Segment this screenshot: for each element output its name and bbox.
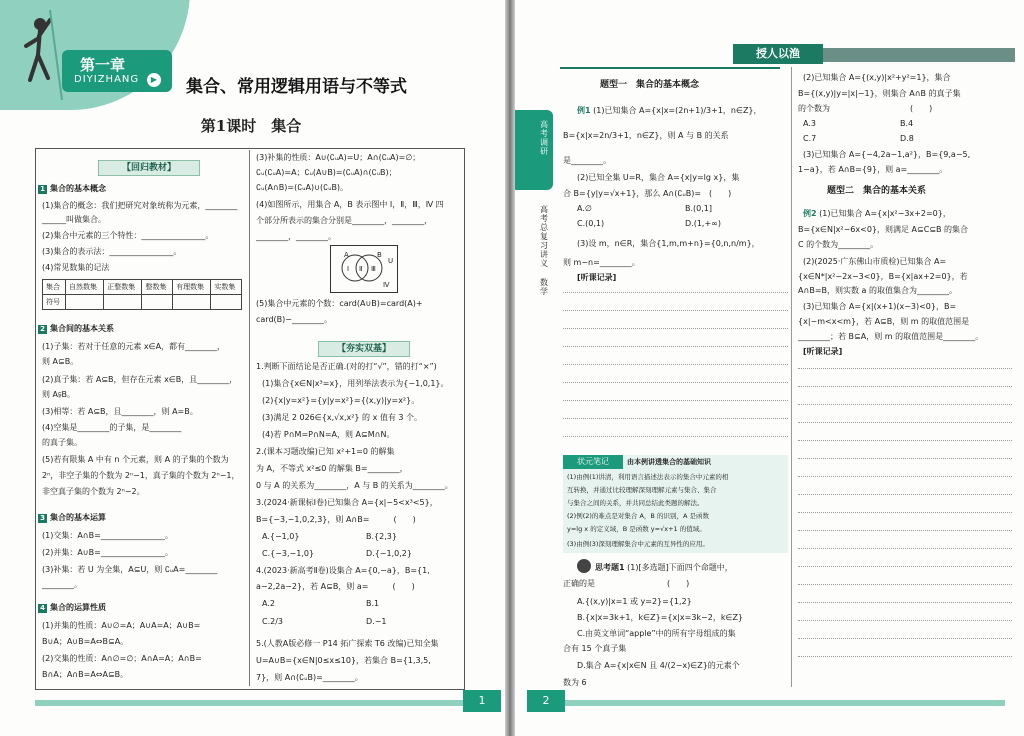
footer-bar — [565, 700, 1005, 706]
column-divider — [791, 67, 792, 687]
section-title: 集合的基本概念 — [50, 184, 106, 193]
section-number: 1 — [38, 185, 47, 194]
text-line: (3)集合的表示法：________________。 — [42, 247, 182, 256]
rule-line — [798, 422, 1012, 423]
rule-line — [798, 656, 1012, 657]
text-line: (4)常见数集的记法 — [42, 263, 110, 272]
text-line: (3)相等：若 A⊆B，且________，则 A=B。 — [42, 407, 198, 416]
header-label: 授人以渔 — [733, 44, 823, 64]
text-line: (3)已知集合 A={x|(x+1)(x−3)<0}，B= — [803, 302, 957, 311]
rule-line — [798, 602, 1012, 603]
rule-line — [563, 400, 788, 401]
rule-line — [563, 346, 788, 347]
section-title: 集合的运算性质 — [50, 603, 106, 612]
venn-label-a: A — [344, 251, 349, 259]
option-c: C.(0,1) — [577, 219, 605, 228]
section-title: 集合间的基本关系 — [50, 324, 114, 333]
rule-line — [798, 440, 1012, 441]
option-a: A.2 — [262, 599, 275, 608]
text-line: 的个数为 ( ) — [798, 104, 933, 113]
text-line: B={x|x=2n/3+1，n∈Z}，则 A 与 B 的关系 — [563, 131, 729, 140]
rule-line — [563, 292, 788, 293]
text-line: {x∈N*|x²−2x−3<0}，B={x|ax+2=0}，若 — [798, 272, 968, 281]
text-line: 正确的是 ( ) — [563, 579, 690, 588]
option-a: A.3 — [803, 119, 816, 128]
text-line: ________，________。 — [256, 232, 336, 241]
option-c: C.{−3,−1,0} — [262, 549, 315, 558]
section-heading — [38, 323, 114, 335]
rule-line — [798, 368, 1012, 369]
rule-line — [563, 382, 788, 383]
table-header: 自然数集 — [65, 280, 103, 295]
text-line: 3.(2024·新课标Ⅰ卷)已知集合 A={x|−5<x³<5}， — [256, 498, 438, 507]
example-tag: 例1 — [577, 106, 591, 115]
table-header: 集合 — [43, 280, 66, 295]
table-header-row — [43, 280, 242, 295]
rule-line — [798, 476, 1012, 477]
rule-line — [563, 436, 788, 437]
text-line: (5)集合中元素的个数：card(A∪B)=card(A)+ — [256, 299, 423, 308]
thinker-icon — [577, 559, 591, 573]
chapter-title: 集合、常用逻辑用语与不等式 — [186, 77, 407, 97]
text-line: 合有 15 个真子集 — [563, 644, 627, 653]
venn-region-2: Ⅱ — [359, 265, 363, 273]
section-number: 2 — [38, 325, 47, 334]
example-tag: 例2 — [803, 209, 817, 218]
text-line: (1)集合{x∈N|x³=x}，用列举法表示为{−1,0,1}。 — [262, 379, 449, 388]
text-line: (4)空集是________的子集，是________ — [42, 423, 182, 432]
option-d: D.8 — [900, 134, 914, 143]
listen-record-label: [听课记录] — [803, 347, 843, 356]
rule-line — [563, 364, 788, 365]
table-cell — [65, 295, 103, 310]
option-a: A.{−1,0} — [262, 532, 300, 541]
venn-region-4: Ⅳ — [383, 281, 390, 289]
lesson-title: 第1课时 集合 — [200, 117, 302, 135]
text-line: (3)补集：若 U 为全集，A⊆U，则 ∁ᵤA=________ — [42, 565, 218, 574]
text-line: 2ⁿ，非空子集的个数为 2ⁿ−1，真子集的个数为 2ⁿ−1， — [42, 471, 240, 480]
section-heading — [38, 512, 106, 524]
text-line: 1.判断下面结论是否正确.(对的打“√”，错的打“×”) — [256, 362, 437, 371]
venn-label-u: U — [388, 257, 394, 265]
text-line: (5)若有限集 A 中有 n 个元素，则 A 的子集的个数为 — [42, 455, 229, 464]
rule-line — [798, 386, 1012, 387]
text-line: (2)并集：A∪B=________________。 — [42, 548, 173, 557]
venn-label-b: B — [377, 251, 382, 259]
text-line: U=A∪B={x∈N|0≤x≤10}，若集合 B={1,3,5, — [256, 656, 431, 665]
option-c: C.2/3 — [262, 617, 284, 626]
text-line: ________。 — [42, 580, 82, 589]
text-line: (2){x|y=x²}={y|y=x²}={(x,y)|y=x²}。 — [262, 396, 420, 405]
text-line: (3)已知集合 A={−4,2a−1,a²}，B={9,a−5, — [803, 150, 971, 159]
text-line: ________；若 B⊆A，则 m 的取值范围是________。 — [798, 332, 984, 341]
text-line: 2.(课本习题改编)已知 x²+1=0 的解集 — [256, 447, 395, 456]
text-line: ∁ᵤ(∁ᵤA)=A；∁ᵤ(A∪B)=(∁ᵤA)∩(∁ᵤB)； — [256, 168, 397, 177]
text-line: ______叫做集合。 — [42, 215, 106, 224]
text-line: (1)并集的性质：A∪∅=A；A∪A=A；A∪B= — [42, 621, 201, 630]
text-line: (2)真子集：若 A⊆B，但存在元素 x∈B，且________， — [42, 375, 238, 384]
text-line: 合 B={y|y=√x+1}，那么 A∩(∁ᵤB)= ( ) — [563, 189, 732, 198]
option-b: B.1 — [366, 599, 380, 608]
text-line: card(B)−________。 — [256, 315, 332, 324]
page-number: 2 — [527, 690, 565, 712]
text-line: 5.(人教A版必修一 P14 拓广探索 T6 改编)已知全集 — [256, 639, 439, 648]
rule-line — [798, 548, 1012, 549]
column-divider — [249, 150, 250, 686]
side-label: 高考总复习讲义 — [540, 205, 548, 268]
rule-line — [563, 418, 788, 419]
question-label: 思考题1 — [595, 563, 625, 572]
book-gutter — [505, 0, 515, 736]
text-line: 1−a}，若 A∩B={9}，则 a=________。 — [798, 165, 948, 174]
text-line: 0 与 A 的关系为________，A 与 B 的关系为________。 — [256, 481, 453, 490]
practice-banner: 【夯实双基】 — [318, 341, 410, 357]
venn-region-3: Ⅲ — [371, 265, 376, 273]
chapter-pinyin: DIYIZHANG — [74, 74, 140, 85]
rule-line — [798, 494, 1012, 495]
rule-line — [798, 638, 1012, 639]
note-line: 互转换，并通过比较理解深刻理解元素与集合、集合 — [567, 486, 717, 494]
rule-line — [798, 512, 1012, 513]
text-line: (3)补集的性质：A∪(∁ᵤA)=U；A∩(∁ᵤA)=∅； — [256, 153, 421, 162]
option-b: B.4 — [900, 119, 914, 128]
table-row-label: 符号 — [43, 295, 66, 310]
section-heading — [38, 602, 106, 614]
text-line: 4.(2023·新高考Ⅱ卷)设集合 A={0,−a}，B={1, — [256, 566, 430, 575]
table-row — [43, 295, 242, 310]
example-line — [803, 208, 951, 219]
left-page — [0, 0, 505, 736]
text-line: 为 A，不等式 x²≤0 的解集 B=________， — [256, 464, 408, 473]
text-line: 的真子集。 — [42, 438, 82, 447]
text-line: B={(x,y)|y=|x|−1}，则集合 A∩B 的真子集 — [798, 89, 961, 98]
text-line: (1)子集：若对于任意的元素 x∈A，都有________， — [42, 342, 226, 351]
text-line: (1)集合的概念：我们把研究对象统称为元素，________ — [42, 201, 238, 210]
number-set-table — [42, 279, 242, 310]
text-line: 7}，则 A∩(∁ᵤB)=________。 — [256, 673, 363, 682]
side-subject: 数学 — [540, 278, 548, 296]
text-line: (2)集合中元素的三个特性：________________。 — [42, 231, 214, 240]
rule-line — [563, 328, 788, 329]
table-header: 正整数集 — [104, 280, 142, 295]
text-line: B∩A；A∩B=A⇔A⊆B。 — [42, 670, 129, 679]
review-banner: 【回归教材】 — [98, 160, 200, 176]
text-line: (2)已知集合 A={(x,y)|x²+y²=1}，集合 — [803, 73, 951, 82]
rule-line — [798, 458, 1012, 459]
footer-bar — [35, 700, 463, 706]
text-line: 则 A⫋B。 — [42, 390, 76, 399]
note-line: (1)由例(1)讲清，利用语言描述法表示的集合中元素的相 — [567, 473, 729, 481]
text-line: (1)已知集合 A={x|x=(2n+1)/3+1，n∈Z}， — [593, 106, 762, 115]
text-line: 则 m−n=________。 — [563, 258, 640, 267]
text-line: (3)满足 2 026∈{x,√x,x²} 的 x 值有 3 个。 — [262, 413, 423, 422]
text-line: a−2,2a−2}，若 A⊆B，则 a= ( ) — [256, 582, 415, 591]
text-line: (1)交集：A∩B=________________。 — [42, 531, 173, 540]
section-number: 4 — [38, 604, 47, 613]
note-lines — [798, 368, 1012, 674]
question-line — [595, 562, 733, 573]
rule-line — [798, 584, 1012, 585]
header-rule — [560, 67, 780, 69]
text-line: ∁ᵤ(A∩B)=(∁ᵤA)∪(∁ᵤB)。 — [256, 183, 349, 192]
chapter-label: 第一章 — [80, 56, 126, 74]
text-line: (1)[多选题]下面四个命题中， — [627, 563, 733, 572]
section-number: 3 — [38, 514, 47, 523]
section-heading — [38, 183, 106, 195]
text-line: {x|−m<x<m}，若 A⊆B，则 m 的取值范围是 — [798, 317, 970, 326]
note-line: (3)由例(3)深刻理解集合中元素的互异性的应用。 — [567, 540, 709, 548]
listen-record-label: [听课记录] — [577, 273, 617, 282]
table-cell — [173, 295, 211, 310]
table-cell — [211, 295, 242, 310]
text-line: B={x∈N|x²−6x<0}，则满足 A⊆C⊆B 的集合 — [798, 225, 969, 234]
note-line: y=lg x 的定义域，B 是函数 y=√x+1 的值域。 — [567, 525, 706, 533]
table-cell — [142, 295, 173, 310]
option-c: C.7 — [803, 134, 817, 143]
side-tab-label: 高考调研 — [540, 120, 548, 156]
rule-line — [798, 566, 1012, 567]
table-header: 整数集 — [142, 280, 173, 295]
venn-diagram — [330, 245, 398, 293]
text-line: (1)已知集合 A={x|x²−3x+2=0}， — [819, 209, 951, 218]
option-d: D.(1,+∞) — [685, 219, 721, 228]
rule-line — [798, 620, 1012, 621]
text-line: (4)若 P∩M=P∩N=A，则 A⊆M∩N。 — [262, 430, 395, 439]
rule-line — [798, 530, 1012, 531]
rule-line — [563, 310, 788, 311]
option-b: B.{2,3} — [366, 532, 397, 541]
note-lines — [563, 292, 788, 454]
option-a: A.{(x,y)|x=1 或 y=2}={1,2} — [577, 597, 692, 606]
text-line: 数为 6 — [563, 678, 587, 687]
note-tag: 状元笔记 — [563, 455, 623, 469]
text-line: (3)设 m，n∈R，集合{1,m,m+n}={0,n,n/m}， — [577, 239, 760, 248]
text-line: (2)交集的性质：A∩∅=∅；A∩A=A；A∩B= — [42, 654, 202, 663]
section-heading: 题型二 集合的基本关系 — [827, 186, 927, 196]
climber-illustration — [10, 10, 70, 100]
text-line: B∪A；A∪B=A⇔B⊆A。 — [42, 637, 129, 646]
text-line: A∩B=B，则实数 a 的取值集合为________。 — [798, 286, 957, 295]
example-line — [577, 105, 762, 116]
table-header: 实数集 — [211, 280, 242, 295]
text-line: 非空真子集的个数为 2ⁿ−2。 — [42, 487, 145, 496]
option-d: D.−1 — [366, 617, 387, 626]
text-line: (2)已知全集 U=R，集合 A={x|y=lg x}，集 — [577, 173, 740, 182]
table-cell — [104, 295, 142, 310]
option-d: D.{−1,0,2} — [366, 549, 412, 558]
option-b: B.{x|x=3k+1，k∈Z}={x|x=3k−2，k∈Z} — [577, 613, 744, 622]
text-line: 是________。 — [563, 156, 611, 165]
play-icon: ▶ — [147, 73, 161, 87]
page-number: 1 — [463, 690, 501, 712]
text-line: 则 A⊆B。 — [42, 357, 79, 366]
option-d: D.集合 A={x|x∈N 且 4/(2−x)∈Z}的元素个 — [577, 661, 740, 670]
section-heading: 题型一 集合的基本概念 — [600, 80, 700, 90]
option-c: C.由英文单词“apple”中的所有字母组成的集 — [577, 629, 736, 638]
rule-line — [798, 404, 1012, 405]
text-line: (4)如图所示，用集合 A，B 表示图中 Ⅰ，Ⅱ，Ⅲ，Ⅳ 四 — [256, 200, 444, 209]
note-line: 与集合之间的关系，并共同总结此类题的解法。 — [567, 499, 704, 507]
text-line: 个部分所表示的集合分别是________，________， — [256, 216, 432, 225]
note-title: 由本例讲透集合的基础知识 — [627, 458, 711, 466]
text-line: (2)(2025·广东佛山市质检)已知集合 A= — [803, 257, 947, 266]
venn-region-1: Ⅰ — [347, 265, 350, 273]
text-line: C 的个数为________。 — [798, 240, 879, 249]
option-b: B.(0,1] — [685, 204, 712, 213]
table-header: 有理数集 — [173, 280, 211, 295]
option-a: A.∅ — [577, 204, 592, 213]
note-line: (2)例(2)的难点是对集合 A，B 的识别，A 是函数 — [567, 512, 709, 520]
right-page — [515, 0, 1024, 736]
section-title: 集合的基本运算 — [50, 513, 106, 522]
text-line: B={−3,−1,0,2,3}，则 A∩B= ( ) — [256, 515, 416, 524]
